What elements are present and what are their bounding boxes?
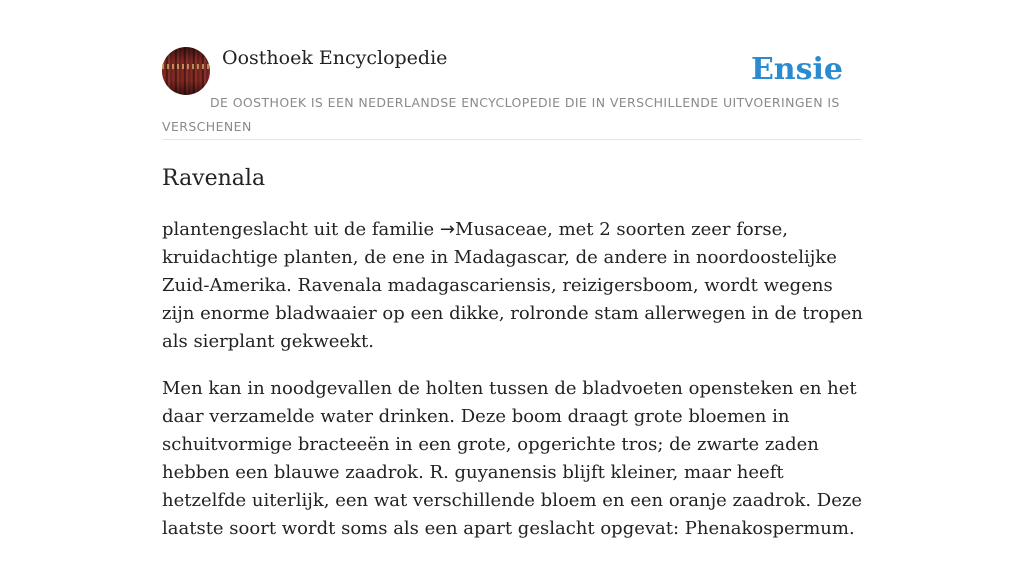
entry-title: Ravenala bbox=[162, 166, 266, 191]
musaceae-link[interactable] bbox=[440, 219, 547, 240]
entry-body bbox=[162, 216, 870, 562]
entry-paragraph-2: Men kan in noodgevallen de holten tussen de bladvoeten opensteken en het daar verzamelde water drinken. Deze boom draagt grote bloemen in schuitvormige bracteeën in een grote, opgerichte tros; de zwarte zaden hebben een blauwe zaadrok. R. guyanensis blijft kleiner, maar heeft hetzelfde uiterlijk, een wat verschillende bloem en een oranje zaadrok. Deze laatste soort wordt soms als een apart geslacht opgevat: Phenakospermum. bbox=[162, 378, 863, 539]
paragraph-1-rest: , met 2 soorten zeer forse, kruidachtige planten, de ene in Madagascar, de andere in noordoostelijke Zuid-Amerika. Ravenala madagascariensis, reizigersboom, wordt wegens zijn enorme bladwaaier op een dikke, rolronde stam allerwegen in de tropen als sierplant gekweekt. bbox=[162, 219, 863, 352]
musaceae-link-label: Musaceae bbox=[455, 219, 548, 240]
paragraph-1-intro: plantengeslacht uit de familie bbox=[162, 219, 440, 240]
site-header bbox=[162, 46, 862, 140]
site-title[interactable]: Oosthoek Encyclopedie bbox=[222, 47, 448, 69]
entry-paragraph-1 bbox=[162, 216, 870, 356]
ensie-logo[interactable]: Ensie bbox=[750, 52, 843, 87]
site-tagline: DE OOSTHOEK IS EEN NEDERLANDSE ENCYCLOPEDIE DIE IN VERSCHILLENDE UITVOERINGEN IS VERSCHENEN bbox=[162, 95, 840, 134]
arrow-right-icon: → bbox=[439, 219, 456, 240]
content-container bbox=[162, 46, 863, 539]
encyclopedia-books-avatar[interactable] bbox=[162, 47, 210, 95]
